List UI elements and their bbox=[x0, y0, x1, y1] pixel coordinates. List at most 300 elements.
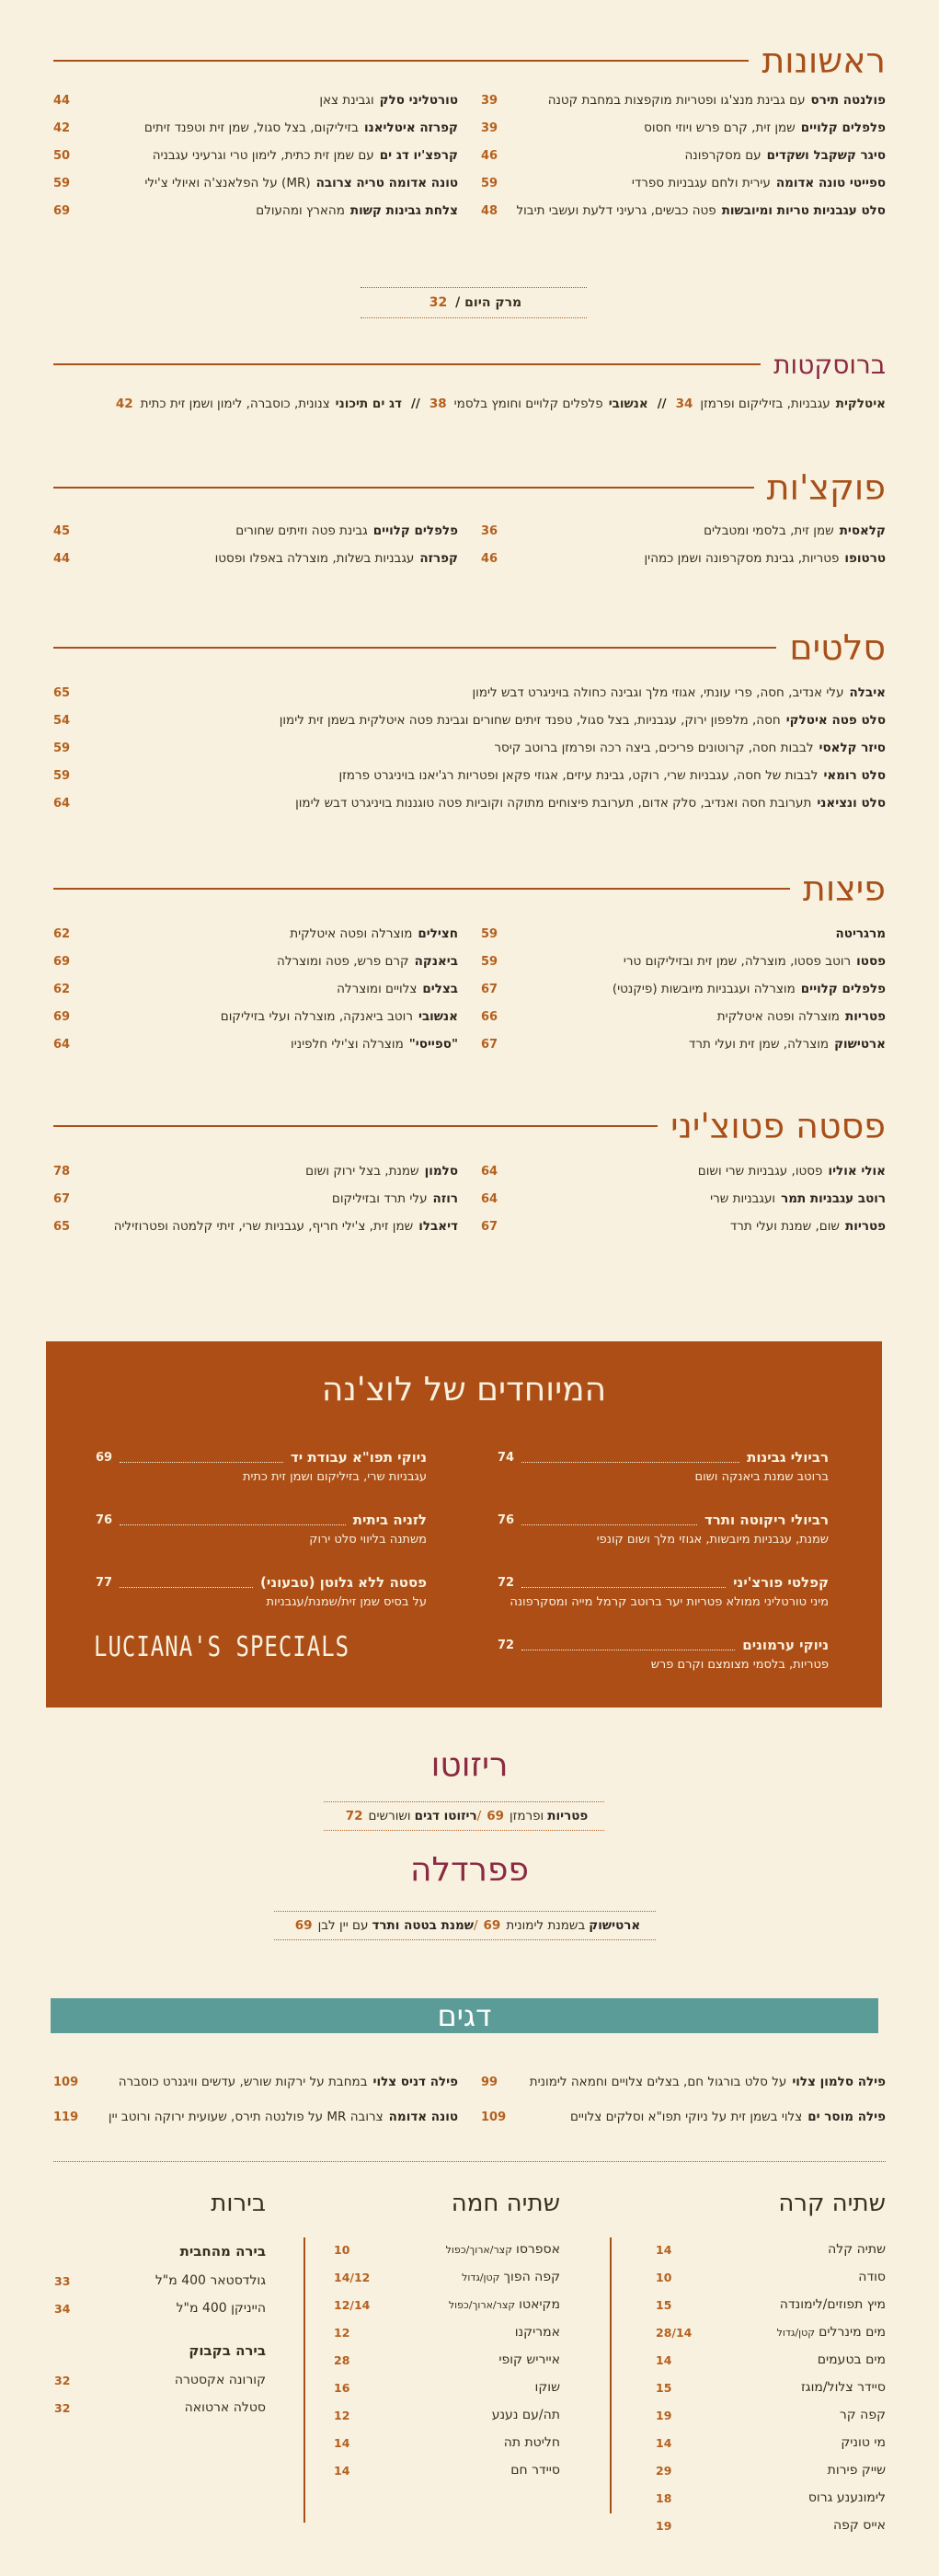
drink-item bbox=[54, 2294, 266, 2322]
drink-name-group bbox=[776, 2297, 886, 2312]
item-price: 72 bbox=[498, 1638, 515, 1652]
drink-price: 12/14 bbox=[334, 2297, 371, 2312]
menu-item bbox=[53, 86, 458, 114]
item-description: מהארץ ומהעולם bbox=[256, 203, 345, 218]
column-right bbox=[481, 2064, 886, 2134]
section-title: פסטה פטוצ'יני bbox=[670, 1106, 886, 1146]
item-name: רביולי ריקוטה ותרד bbox=[704, 1512, 829, 1528]
drink-name-group bbox=[805, 2490, 886, 2505]
item-description: ופרמזן bbox=[509, 1809, 544, 1823]
dotted-separator bbox=[53, 2161, 886, 2162]
drink-price: 10 bbox=[656, 2270, 672, 2284]
drink-item bbox=[334, 2429, 560, 2456]
menu-item bbox=[53, 679, 886, 707]
starters-section bbox=[53, 35, 886, 224]
soup-of-the-day bbox=[361, 287, 587, 318]
drink-item bbox=[334, 2236, 560, 2263]
drinks-divider bbox=[610, 2237, 612, 2513]
divider-line bbox=[53, 487, 754, 489]
specials-column-right bbox=[498, 1446, 829, 1696]
section-header bbox=[53, 35, 886, 86]
item-name: רוזה bbox=[432, 1191, 458, 1206]
dotted-leader bbox=[120, 1578, 253, 1588]
menu-item bbox=[481, 2064, 886, 2099]
item-price: 64 bbox=[481, 1164, 498, 1179]
item-name: חצילים bbox=[418, 926, 458, 941]
drink-name: סטלה ארטואה bbox=[184, 2400, 266, 2415]
item-price: 59 bbox=[53, 741, 71, 755]
item-price: 78 bbox=[53, 1164, 71, 1179]
separator: // bbox=[410, 397, 420, 411]
item-description: צלויים ומוצרלה bbox=[337, 982, 418, 996]
item-description: במחבת על ירקות שורש, עדשים וויגנרט כוסברה bbox=[118, 2075, 368, 2089]
item-price: 69 bbox=[294, 1918, 313, 1933]
menu-item bbox=[53, 142, 458, 169]
column-right bbox=[481, 86, 886, 224]
item-name: פולנטה תירס bbox=[810, 93, 886, 108]
item-price: 59 bbox=[481, 954, 498, 969]
bottle-beer-title: בירה בקבוק bbox=[189, 2342, 266, 2359]
item-price: 65 bbox=[53, 685, 71, 700]
item-name: קלאסית bbox=[839, 523, 886, 538]
item-price: 38 bbox=[429, 397, 447, 411]
item-price: 65 bbox=[53, 1219, 71, 1234]
item-name: אנשובי bbox=[608, 397, 648, 411]
item-price: 42 bbox=[53, 121, 71, 135]
special-line bbox=[498, 1571, 829, 1593]
specials-column-left bbox=[96, 1446, 427, 1634]
soup-name: מרק היום bbox=[464, 295, 522, 310]
item-description: רוטב פסטו, מוצרלה, שמן זית ובזיליקום טרי bbox=[623, 954, 852, 969]
item-description: מוצרלה וצ'ילי חלפיניו bbox=[291, 1037, 404, 1052]
drinks-title: שתיה חמה bbox=[451, 2190, 560, 2217]
menu-item bbox=[53, 2064, 458, 2099]
drink-name: חליטת תה bbox=[503, 2435, 560, 2450]
item-name: ספייטי טונה אדומה bbox=[775, 176, 886, 190]
drink-name: מי טוניק bbox=[841, 2435, 886, 2450]
column-left bbox=[53, 2064, 458, 2134]
item-description: עלי אנדיב, חסה, פרי עונתי, אגוזי מלך וגבינה כחולה בויניגרט דבש לימון bbox=[472, 685, 844, 700]
item-price: 72 bbox=[498, 1575, 515, 1590]
drink-size: קצר/ארוך/כפול bbox=[445, 2244, 512, 2256]
item-price: 74 bbox=[498, 1450, 515, 1465]
item-price: 45 bbox=[53, 523, 71, 538]
drink-name: מים מינרלים bbox=[819, 2325, 886, 2340]
divider-line bbox=[53, 888, 790, 890]
drink-name: שוקו bbox=[534, 2380, 560, 2395]
menu-item bbox=[53, 169, 458, 197]
column-right bbox=[481, 1157, 886, 1240]
item-name: סלט ונציאני bbox=[817, 796, 886, 811]
drink-price: 19 bbox=[656, 2408, 672, 2422]
slash: / bbox=[473, 1918, 478, 1933]
item-name: פלפלים קלויים bbox=[800, 121, 886, 135]
item-name: סיזר קלאסי bbox=[819, 741, 886, 755]
drink-item bbox=[334, 2318, 560, 2346]
item-name: לזניה ביתית bbox=[352, 1512, 427, 1528]
item-price: 48 bbox=[481, 203, 498, 218]
drink-price: 28/14 bbox=[656, 2325, 693, 2340]
special-item bbox=[96, 1509, 427, 1571]
item-description: צנונית, כוסברה, לימון ושמן זית כתית bbox=[140, 397, 330, 411]
item-price: 99 bbox=[481, 2075, 498, 2089]
item-price: 67 bbox=[481, 1037, 498, 1052]
menu-item bbox=[481, 1157, 886, 1185]
drink-name: מקיאטו bbox=[519, 2297, 560, 2312]
menu-item bbox=[481, 517, 886, 545]
special-item bbox=[498, 1571, 829, 1634]
item-name: סלט פטה איטלקי bbox=[785, 713, 886, 728]
drink-name-group bbox=[462, 2270, 560, 2284]
drink-item bbox=[334, 2456, 560, 2484]
menu-item bbox=[481, 114, 886, 142]
item-price: 66 bbox=[481, 1009, 498, 1024]
pasta-section bbox=[53, 1100, 886, 1240]
item-name: צלחת גבינות קשות bbox=[349, 203, 458, 218]
item-price: 69 bbox=[53, 954, 71, 969]
item-price: 64 bbox=[53, 1037, 71, 1052]
drink-name-group bbox=[777, 2325, 886, 2340]
drink-price: 16 bbox=[334, 2380, 350, 2395]
item-name: ביאנקה bbox=[414, 954, 458, 969]
item-description: עלי תרד ובזיליקום bbox=[331, 1191, 428, 1206]
special-line bbox=[96, 1446, 427, 1468]
item-description: שמן זית, צ'ילי חריף, עגבניות שרי, זיתי קלמטה ופטרוזיליה bbox=[113, 1219, 414, 1234]
drink-name-group bbox=[837, 2435, 886, 2450]
item-description: פלפלים קלויים וחומץ בלסמי bbox=[453, 397, 603, 411]
drink-name: אספרסו bbox=[516, 2242, 560, 2257]
drink-item bbox=[656, 2429, 886, 2456]
pappardelle-title: פפרדלה bbox=[410, 1851, 529, 1889]
item-price: 76 bbox=[498, 1512, 515, 1527]
risotto-row bbox=[324, 1801, 604, 1831]
special-line bbox=[498, 1634, 829, 1656]
bruschetta-section bbox=[53, 339, 886, 418]
item-name: פטריות bbox=[844, 1219, 886, 1234]
dotted-leader bbox=[521, 1515, 697, 1525]
item-price: 64 bbox=[53, 796, 71, 811]
columns bbox=[53, 517, 886, 572]
menu-item bbox=[481, 2099, 886, 2134]
menu-item bbox=[53, 975, 458, 1003]
item-name: שמנת בטטה ותרד bbox=[372, 1918, 474, 1933]
item-name: איטלקית bbox=[835, 397, 886, 411]
dotted-leader bbox=[521, 1578, 726, 1588]
item-description: תערובת חסה ואנדיב, סלק אדום, תערובת פיצוחים מתוקה וקוביות פטה טוגננות בויניגרט דבש לימון bbox=[295, 796, 812, 811]
drink-item bbox=[656, 2291, 886, 2318]
special-item bbox=[498, 1634, 829, 1696]
item-name: קפלטי פורצ'יני bbox=[733, 1574, 829, 1591]
item-description: פטריות, גבינת מסקרפונה ושמן כמהין bbox=[644, 551, 840, 566]
item-price: 67 bbox=[481, 1219, 498, 1234]
column-left bbox=[53, 920, 458, 1058]
item-name: ארטישוק bbox=[834, 1037, 886, 1052]
fish-header-bar: דגים bbox=[51, 1998, 878, 2033]
section-title: סלטים bbox=[789, 627, 886, 668]
menu-item bbox=[53, 707, 886, 734]
item-name: דיאבלו bbox=[418, 1219, 458, 1234]
menu-item bbox=[53, 1030, 458, 1058]
drink-price: 33 bbox=[54, 2273, 71, 2288]
menu-item bbox=[53, 920, 458, 948]
item-description: רוטב ביאנקה, מוצרלה ועלי בזיליקום bbox=[220, 1009, 413, 1024]
drink-price: 29 bbox=[656, 2463, 672, 2478]
menu-item bbox=[481, 142, 886, 169]
item-description: משתנה בליווי סלט ירוק bbox=[309, 1533, 427, 1547]
item-name: איבלה bbox=[849, 685, 886, 700]
section-title: ברוסקטות bbox=[773, 349, 886, 380]
menu-item bbox=[53, 545, 458, 572]
drink-name-group bbox=[814, 2352, 886, 2367]
drink-name-group bbox=[500, 2435, 560, 2450]
drink-price: 32 bbox=[54, 2400, 71, 2415]
tap-beer-title: בירה מהחבית bbox=[179, 2243, 266, 2260]
item-name: קפרזה איטליאנו bbox=[363, 121, 458, 135]
section-header bbox=[53, 339, 886, 390]
special-line bbox=[96, 1571, 427, 1593]
menu-item bbox=[676, 397, 886, 411]
risotto-title: ריזוטו bbox=[430, 1746, 509, 1784]
item-price: 64 bbox=[481, 1191, 498, 1206]
item-description: על סלט בורגול חם, בצלים צלויים וחמאה לימונית bbox=[529, 2075, 787, 2089]
drink-item bbox=[656, 2401, 886, 2429]
menu-item bbox=[481, 1030, 886, 1058]
item-price: 62 bbox=[53, 926, 71, 941]
drink-item bbox=[334, 2291, 560, 2318]
special-item bbox=[96, 1571, 427, 1634]
drink-name: שתיה קלה bbox=[828, 2242, 886, 2257]
divider-line bbox=[53, 363, 761, 365]
menu-item bbox=[116, 397, 402, 411]
drink-item bbox=[656, 2512, 886, 2539]
item-name: ריזוטו דגים bbox=[414, 1809, 477, 1823]
menu-item bbox=[481, 948, 886, 975]
item-name: פלפלים קלויים bbox=[800, 982, 886, 996]
item-description: פסטו, עגבניות שרי ושום bbox=[697, 1164, 823, 1179]
item-description: עם מסקרפונה bbox=[684, 148, 762, 163]
specials-box bbox=[46, 1341, 882, 1708]
drink-item bbox=[54, 2394, 266, 2421]
drink-name: סיידר חם bbox=[510, 2463, 560, 2478]
drink-name: לימונענע גרוס bbox=[807, 2490, 886, 2505]
item-price: 39 bbox=[481, 121, 498, 135]
drink-size: קצר/ארוך/כפול bbox=[448, 2299, 516, 2311]
menu-item bbox=[53, 789, 886, 817]
item-description: פטריות, בלסמי מצומצם וקרם פרש bbox=[650, 1658, 829, 1672]
drink-name: סודה bbox=[858, 2270, 886, 2284]
special-item bbox=[96, 1446, 427, 1509]
drink-name: סיידר צלול/מוגז bbox=[800, 2380, 886, 2395]
item-name: סלמון bbox=[424, 1164, 458, 1179]
item-price: 59 bbox=[481, 176, 498, 190]
drink-name: גולדסטאר 400 מ"ל bbox=[155, 2273, 266, 2288]
drink-name-group bbox=[495, 2352, 560, 2367]
drink-price: 12 bbox=[334, 2408, 350, 2422]
item-description: עירית ולחם עגבניות ספרדי bbox=[631, 176, 771, 190]
special-item bbox=[498, 1509, 829, 1571]
item-name: פסטה ללא גלוטן (טבעוני) bbox=[260, 1574, 427, 1591]
item-description: עם יין לבן bbox=[317, 1918, 369, 1933]
drink-item bbox=[656, 2374, 886, 2401]
item-description: ושורשים bbox=[368, 1809, 411, 1823]
item-name: סלט עגבניות טריות ומיובשות bbox=[721, 203, 886, 218]
item-description: וגבינת צאן bbox=[319, 93, 374, 108]
item-price: 36 bbox=[481, 523, 498, 538]
item-name: ניוקי ערמונים bbox=[742, 1637, 829, 1653]
columns bbox=[53, 2064, 886, 2134]
item-price: 59 bbox=[53, 768, 71, 783]
drink-item bbox=[334, 2346, 560, 2374]
columns bbox=[53, 920, 886, 1058]
item-name: טרטופו bbox=[844, 551, 886, 566]
item-name: פלפלים קלויים bbox=[372, 523, 458, 538]
menu-item bbox=[481, 86, 886, 114]
menu-item bbox=[481, 975, 886, 1003]
drink-item bbox=[656, 2456, 886, 2484]
item-description: על בסיס שמן זית/שמנת/עגבניות bbox=[266, 1595, 427, 1609]
menu-item bbox=[53, 734, 886, 762]
item-description: עם גבינת מנצ'גו ופטריות מוקפצות במחבת קטנה bbox=[547, 93, 806, 108]
item-description: עגבניות בשלות, מוצרלה באפלו ופסטו bbox=[214, 551, 415, 566]
item-description: ועגבניות שרי bbox=[710, 1191, 776, 1206]
drink-size: קטן/גדול bbox=[776, 2327, 816, 2339]
separator: // bbox=[657, 397, 667, 411]
salads-section bbox=[53, 622, 886, 817]
dotted-leader bbox=[521, 1453, 739, 1463]
item-description: שמן זית, בלסמי ומטבלים bbox=[704, 523, 834, 538]
drink-item bbox=[656, 2236, 886, 2263]
item-description: שום, שמנת ועלי תרד bbox=[729, 1219, 840, 1234]
drink-size: קטן/גדול bbox=[462, 2271, 500, 2283]
column-left bbox=[53, 86, 458, 224]
divider-line bbox=[53, 60, 749, 62]
item-description: שמנת, עגבניות מיובשות, אגוזי מלך ושום קונפי bbox=[596, 1533, 829, 1547]
item-description: קרם פרש, פטה ומוצרלה bbox=[277, 954, 409, 969]
dotted-leader bbox=[521, 1640, 735, 1650]
drink-name-group bbox=[507, 2463, 560, 2478]
item-price: 42 bbox=[115, 397, 133, 411]
item-price: 69 bbox=[483, 1918, 501, 1933]
drink-name-group bbox=[449, 2297, 560, 2312]
drink-name: תה/עם נענע bbox=[491, 2408, 560, 2422]
drink-price: 14 bbox=[656, 2435, 672, 2450]
item-name: רוטב עגבניות תמר bbox=[781, 1191, 886, 1206]
item-description: בשמנת לימונית bbox=[506, 1918, 586, 1933]
section-header bbox=[53, 863, 886, 914]
divider-line bbox=[53, 647, 776, 649]
fish-section bbox=[53, 2064, 886, 2134]
item-price: 50 bbox=[53, 148, 71, 163]
item-description: צרובה MR על פולנטה תירס, שעועית ירוקה ורוטב יין bbox=[108, 2110, 384, 2124]
drink-name-group bbox=[488, 2408, 560, 2422]
drink-price: 34 bbox=[54, 2301, 71, 2316]
item-description: מיני טורטליני ממולא פטריות יער ברוטב קרמל מייה ומסקרפונה bbox=[510, 1595, 829, 1609]
item-price: 59 bbox=[53, 176, 71, 190]
drink-name-group bbox=[532, 2380, 560, 2395]
item-name: דג ים תיכוני bbox=[335, 397, 402, 411]
pizzas-section bbox=[53, 863, 886, 1058]
item-description: מוצרלה ועגבניות מיובשות (פיקנטי) bbox=[612, 982, 796, 996]
drink-price: 14 bbox=[656, 2242, 672, 2257]
dotted-leader bbox=[120, 1515, 346, 1525]
item-price: 67 bbox=[481, 982, 498, 996]
drink-name: שייק פירות bbox=[827, 2463, 886, 2478]
drinks-title: שתיה קרה bbox=[778, 2190, 886, 2217]
drink-name: הייניקן 400 מ"ל bbox=[176, 2301, 266, 2316]
item-name: "ספייסי" bbox=[408, 1037, 458, 1052]
drink-name: אייריש קופי bbox=[498, 2352, 560, 2367]
menu-item bbox=[481, 1003, 886, 1030]
focaccia-section bbox=[53, 462, 886, 572]
drink-price: 18 bbox=[656, 2490, 672, 2505]
menu-item bbox=[53, 2099, 458, 2134]
item-price: 67 bbox=[53, 1191, 71, 1206]
item-name: פטריות bbox=[844, 1009, 886, 1024]
item-name: אולי אוליו bbox=[828, 1164, 886, 1179]
drinks-cold bbox=[656, 2190, 886, 2539]
item-price: 119 bbox=[53, 2110, 79, 2124]
drink-name: אייס קפה bbox=[833, 2518, 886, 2533]
drink-price: 32 bbox=[54, 2373, 71, 2387]
item-name: ארטישוק bbox=[589, 1918, 641, 1933]
item-name: פסטו bbox=[856, 954, 886, 969]
drink-price: 15 bbox=[656, 2297, 672, 2312]
drink-price: 12 bbox=[334, 2325, 350, 2340]
item-description: מוצרלה ופטה איטלקית bbox=[290, 926, 413, 941]
drink-name-group bbox=[511, 2325, 560, 2340]
specials-title: המיוחדים של לוצ'נה bbox=[321, 1371, 607, 1409]
item-description: מוצרלה, שמן זית ועלי תרד bbox=[688, 1037, 830, 1052]
section-title: ראשונות bbox=[762, 40, 886, 81]
column-left bbox=[53, 1157, 458, 1240]
drink-name-group bbox=[854, 2270, 886, 2284]
drink-name: אמריקנו bbox=[514, 2325, 560, 2340]
item-description: שמן זית, קרם פרש ויוזי חסוס bbox=[644, 121, 796, 135]
item-description: ברוטב שמנת ביאנקה ושום bbox=[694, 1470, 829, 1484]
special-item bbox=[498, 1446, 829, 1509]
menu-item bbox=[481, 1185, 886, 1213]
item-price: 69 bbox=[96, 1450, 113, 1465]
drink-item bbox=[334, 2374, 560, 2401]
item-price: 69 bbox=[53, 203, 71, 218]
item-name: ניוקי תפו"א עבודת יד bbox=[290, 1449, 427, 1466]
item-price: 72 bbox=[345, 1809, 363, 1823]
pappardelle-row bbox=[274, 1911, 656, 1940]
item-description: גבינת פטה וזיתים שחורים bbox=[235, 523, 368, 538]
drink-name: קורונה אקסטרה bbox=[174, 2373, 266, 2387]
item-name: קפרזה bbox=[419, 551, 458, 566]
drink-item bbox=[656, 2318, 886, 2346]
item-name: אנשובי bbox=[418, 1009, 458, 1024]
item-price: 34 bbox=[675, 397, 693, 411]
item-description: עגבניות שרי, בזיליקום ושמן זית כתית bbox=[242, 1470, 427, 1484]
slash: / bbox=[476, 1809, 482, 1823]
item-name: סלט רומאי bbox=[823, 768, 886, 783]
drink-name: מיץ תפוזים/לימונדה bbox=[779, 2297, 886, 2312]
drink-name: מים בטעמים bbox=[817, 2352, 886, 2367]
item-price: 62 bbox=[53, 982, 71, 996]
menu-item bbox=[53, 762, 886, 789]
column-left bbox=[53, 517, 458, 572]
menu-item bbox=[481, 920, 886, 948]
item-name: טונה אדומה bbox=[388, 2110, 458, 2124]
drinks-beer bbox=[54, 2190, 266, 2421]
item-name: טונה אדומה טריה צרובה bbox=[315, 176, 458, 190]
drink-name-group bbox=[830, 2518, 886, 2533]
menu-item bbox=[53, 1213, 458, 1240]
drinks-hot bbox=[334, 2190, 560, 2484]
menu-item bbox=[53, 948, 458, 975]
